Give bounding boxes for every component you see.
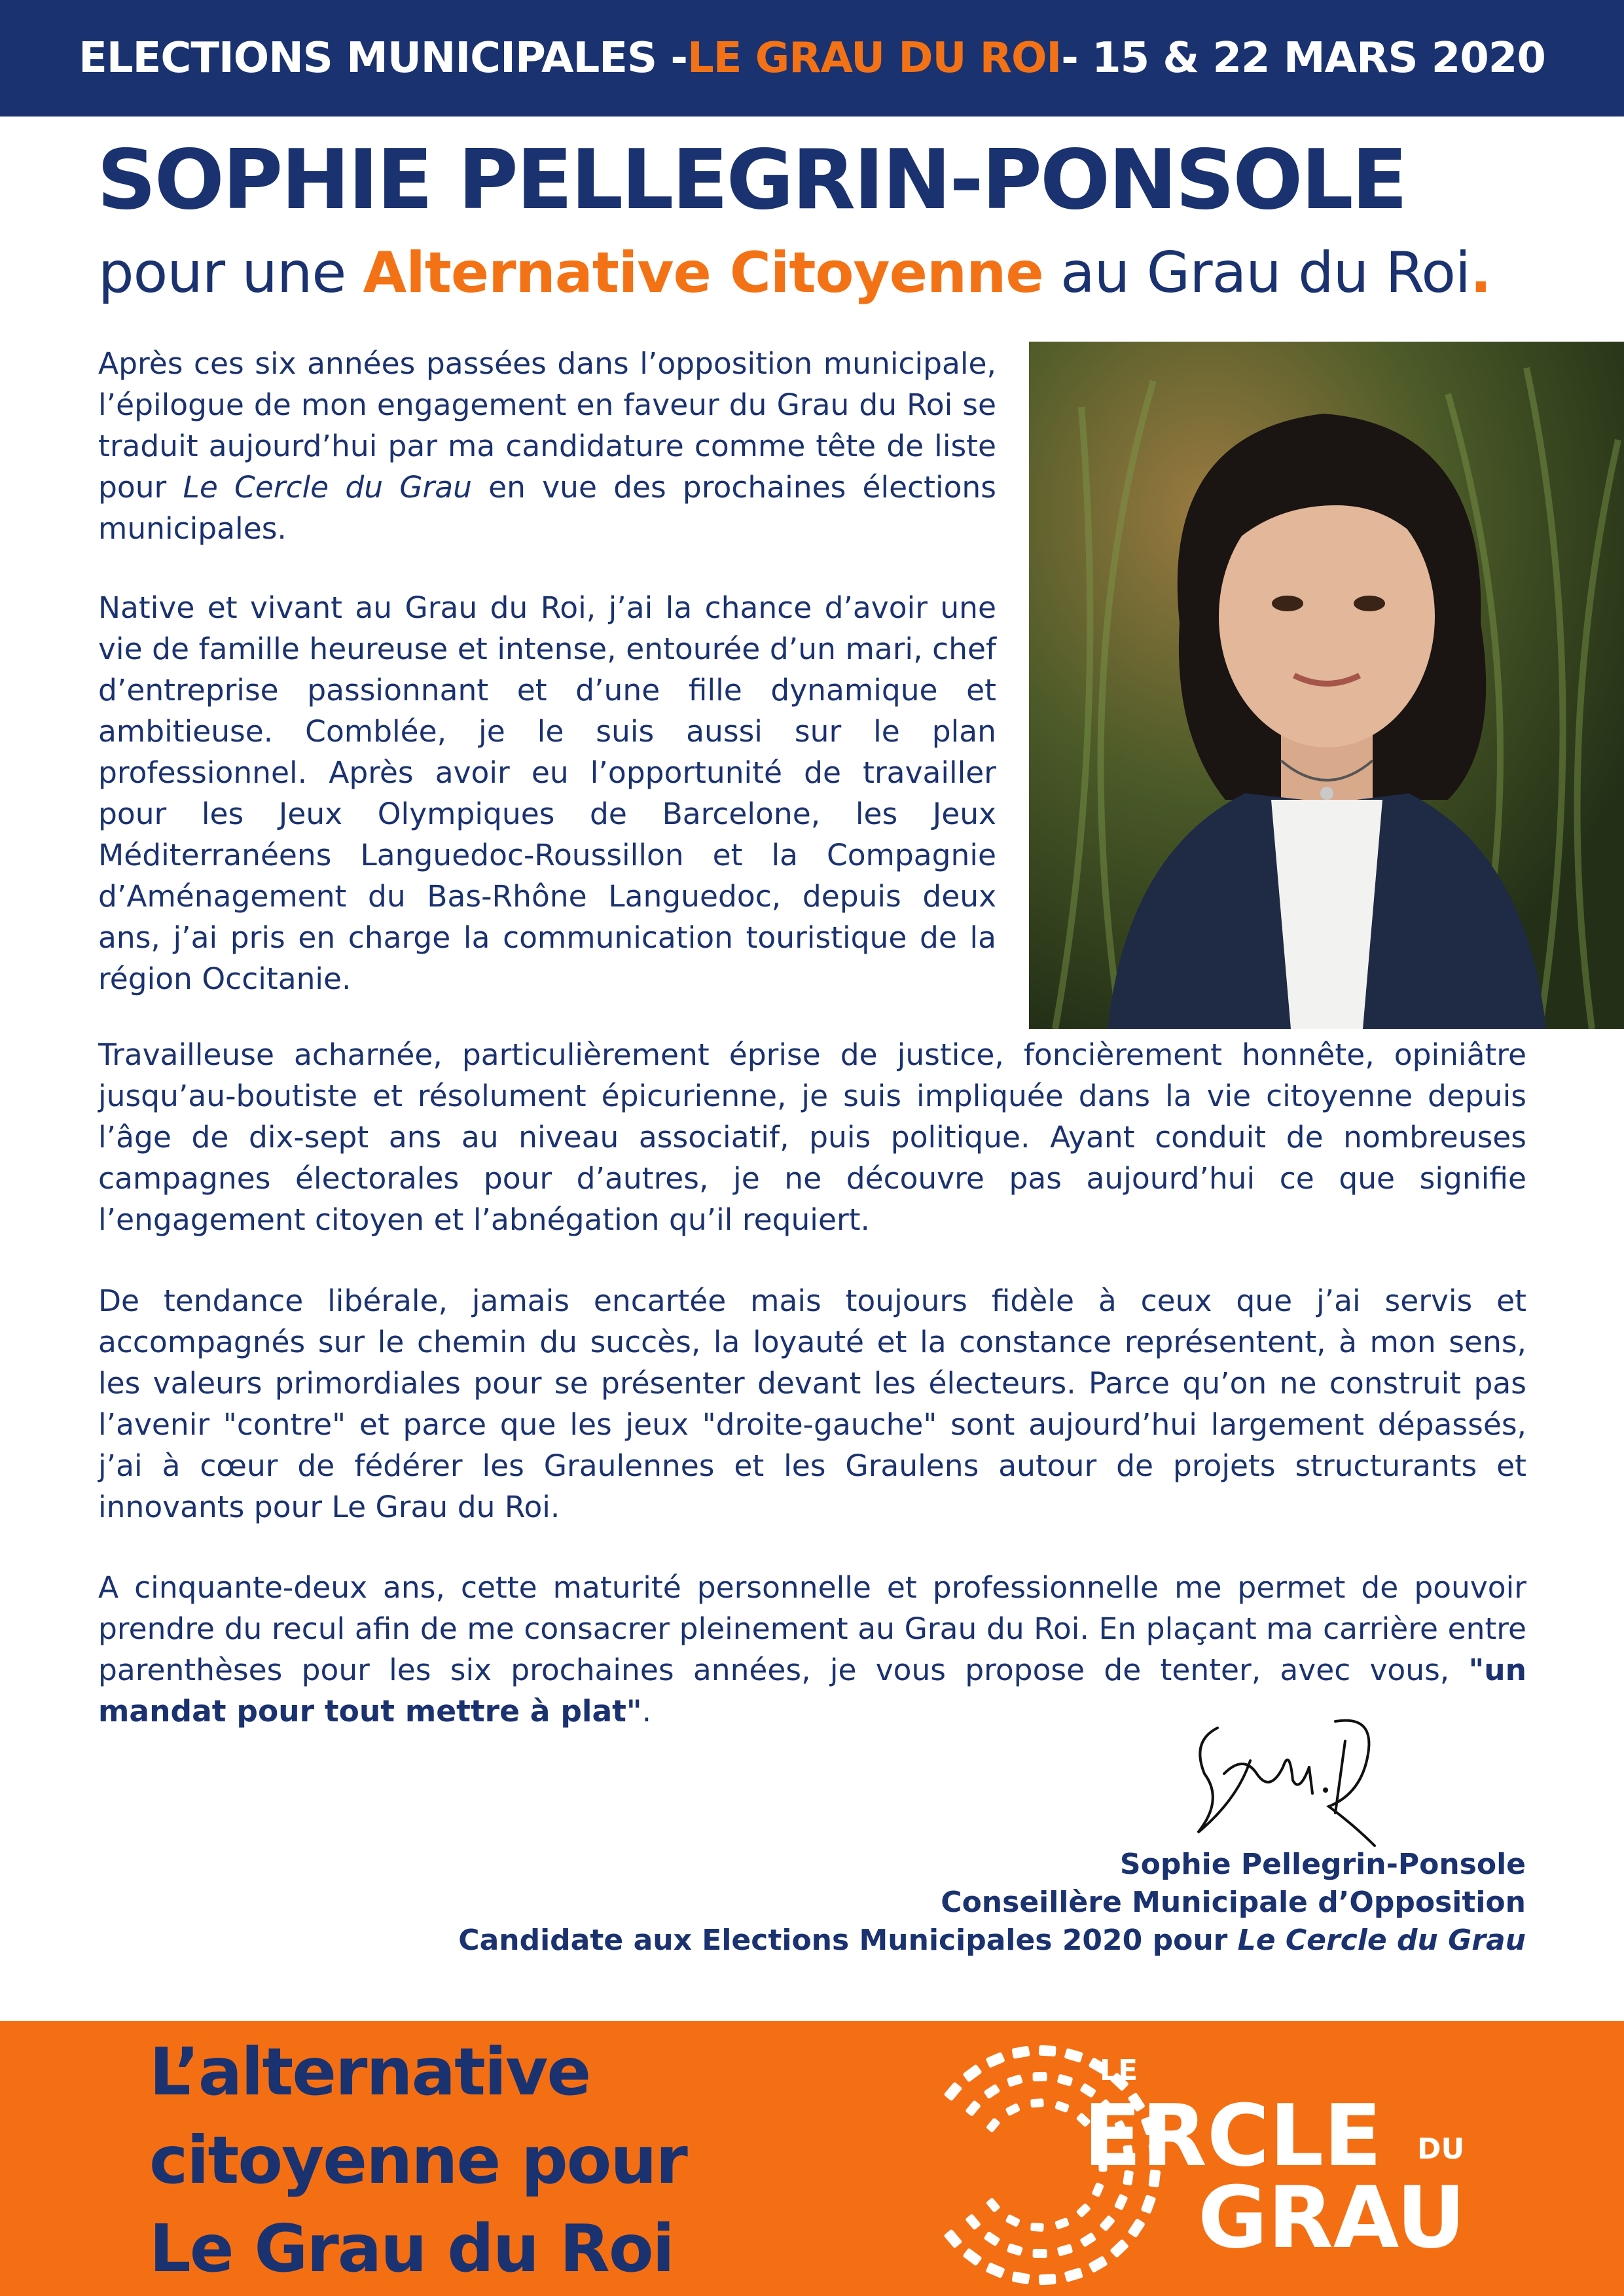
logo-ring-dash	[962, 2064, 982, 2082]
tagline-post: au Grau du Roi	[1043, 240, 1470, 306]
logo-le: LE	[1100, 2054, 1138, 2087]
logo-ring-dash	[1079, 2232, 1096, 2248]
paragraph-5-end: .	[641, 1694, 652, 1729]
logo-ring-dash	[1110, 2239, 1129, 2258]
portrait-illustration	[1029, 342, 1624, 1029]
logo-ring-dash	[1030, 2223, 1044, 2232]
paragraph-1-text-end: en vue des prochaines élections municipales.	[98, 470, 996, 546]
header-text-part1: ELECTIONS MUNICIPALES -	[79, 34, 687, 82]
candidacy-list-name: Le Cercle du Grau	[1237, 1924, 1526, 1957]
logo-ring-dash	[986, 2117, 1001, 2133]
logo-ring-dash	[986, 2197, 1001, 2213]
tagline-pre: pour une	[98, 240, 363, 306]
paragraph-1	[98, 343, 996, 549]
slogan-line-1: L’alternative	[149, 2034, 590, 2110]
logo-ring-dash	[1064, 2267, 1083, 2282]
tagline	[98, 237, 1538, 309]
signatory-candidacy	[458, 1922, 1526, 1960]
footer-slogan	[149, 2028, 804, 2293]
signature-block	[458, 1846, 1526, 1960]
logo-ring-dash	[1033, 2072, 1047, 2081]
logo-ring-dash	[1140, 2195, 1156, 2214]
logo-ring-dash	[986, 2052, 1005, 2068]
paragraph-4: De tendance libérale, jamais encartée mais toujours fidèle à ceux que j’ai servis et accompagnés sur le chemin du succès, la loyauté et la constance représentent, à mon sens, les valeurs primordiales pour se présenter devant les électeurs. Parce qu’on ne construit pas l’avenir "contre" et parce que les jeux "droite-gauche" sont aujourd’hui largement dépassés, j’ai à cœur de fédérer les Graulennes et les Graulens autour de projets structurants et innovants pour Le Grau du Roi.	[98, 1283, 1526, 1524]
candidacy-text: Candidate aux Elections Municipales 2020 pour	[458, 1924, 1238, 1957]
logo-ring-dash	[1011, 2046, 1030, 2059]
slogan-line-2: citoyenne pour	[149, 2122, 687, 2198]
logo-ring-dash	[1005, 2103, 1021, 2117]
slogan-line-3: Le Grau du Roi	[149, 2210, 674, 2287]
logo-ring-dash	[1033, 2249, 1047, 2258]
paragraph-1-list-name: Le Cercle du Grau	[183, 470, 472, 505]
logo-ring-dash	[965, 2214, 981, 2231]
logo-ring-dash	[1030, 2098, 1044, 2108]
logo-ercle: ERCLE	[1083, 2086, 1382, 2185]
candidate-name: SOPHIE PELLEGRIN-PONSOLE	[97, 132, 1406, 228]
logo-du: DU	[1417, 2132, 1465, 2166]
paragraph-2: Native et vivant au Grau du Roi, j’ai la chance d’avoir une vie de famille heureuse et intense, entourée d’un mari, chef d’entreprise passionnant et d’une fille dynamique et ambitieuse. Comblée, je le suis aussi sur le plan professionnel. Après avoir eu l’opportunité de travailler pour les Jeux Olympiques de Barcelone, les Jeux Méditerranéens Languedoc-Roussillon et la Compagnie d’Aménagement du Bas-Rhône Languedoc, depuis deux ans, j’ai pris en charge la communication touristique de la région Occitanie.	[98, 590, 996, 996]
tagline-dot: .	[1470, 240, 1491, 306]
logo-grau: GRAU	[1198, 2168, 1466, 2267]
logo-ring-dash	[1088, 2255, 1108, 2273]
logo-ring-dash	[1127, 2218, 1146, 2238]
header-dates: - 15 & 22 MARS 2020	[1061, 34, 1545, 82]
logo-ring-dash	[1064, 2048, 1083, 2063]
logo-ring-dash	[986, 2262, 1005, 2278]
handwritten-signature	[1178, 1702, 1401, 1852]
paragraph-5-quote: "un mandat pour tout mettre à plat"	[98, 1653, 1526, 1729]
logo-ring-dash	[1056, 2244, 1073, 2256]
logo-ring-dash	[1099, 2215, 1115, 2232]
logo-ring-dash	[983, 2084, 1000, 2100]
tagline-highlight: Alternative Citoyenne	[363, 240, 1043, 306]
logo-ring-dash	[943, 2081, 962, 2101]
logo-ring-dash	[1039, 2274, 1056, 2285]
logo-ring-dash	[1005, 2214, 1021, 2228]
paragraph-5-text: A cinquante-deux ans, cette maturité personnelle et professionnelle me permet de pouvoir prendre du recul afin de me consacrer pleinement au Grau du Roi. En plaçant ma carrière entre parenthèses pour les six prochaines années, je vous propose de tenter, avec vous,	[98, 1570, 1526, 1687]
header-town: LE GRAU DU ROI	[687, 34, 1062, 82]
logo-ring-dash	[983, 2231, 1000, 2247]
logo-ring-dash	[1114, 2194, 1128, 2211]
logo-ring-dash	[1056, 2073, 1073, 2086]
logo-ring-dash	[1055, 2100, 1070, 2113]
candidate-photo	[1029, 342, 1624, 1029]
paragraph-3: Travailleuse acharnée, particulièrement éprise de justice, foncièrement honnête, opiniâtre jusqu’au-boutiste et résolument épicurienne, je suis impliquée dans la vie citoyenne depuis l’âge de dix-sept ans au niveau associatif, puis politique. Ayant conduit de nombreuses campagnes électorales pour d’autres, je ne découvre pas aujourd’hui ce que signifie l’engagement citoyen et l’abnégation qu’il requiert.	[98, 1037, 1526, 1237]
logo-ring-dash	[1007, 2074, 1023, 2087]
le-cercle-du-grau-logo	[910, 2028, 1499, 2289]
logo-ring-dash	[1011, 2271, 1030, 2284]
logo-ring-dash	[943, 2229, 962, 2248]
signatory-role: Conseillère Municipale d’Opposition	[941, 1886, 1526, 1919]
paragraph-1-text: Après ces six années passées dans l’opposition municipale, l’épilogue de mon engagement en faveur du Grau du Roi se traduit aujourd’hui par ma candidature comme tête de liste pour	[98, 346, 996, 505]
logo-ring-dash	[1039, 2045, 1056, 2056]
logo-ring-dash	[1075, 2203, 1091, 2218]
signatory-name: Sophie Pellegrin-Ponsole	[1119, 1848, 1526, 1881]
logo-ring-dash	[1055, 2217, 1070, 2230]
logo-ring-dash	[962, 2248, 982, 2266]
logo-ring-dash	[1007, 2243, 1023, 2256]
logo-ring-dash	[965, 2100, 981, 2117]
header-banner	[0, 0, 1624, 117]
